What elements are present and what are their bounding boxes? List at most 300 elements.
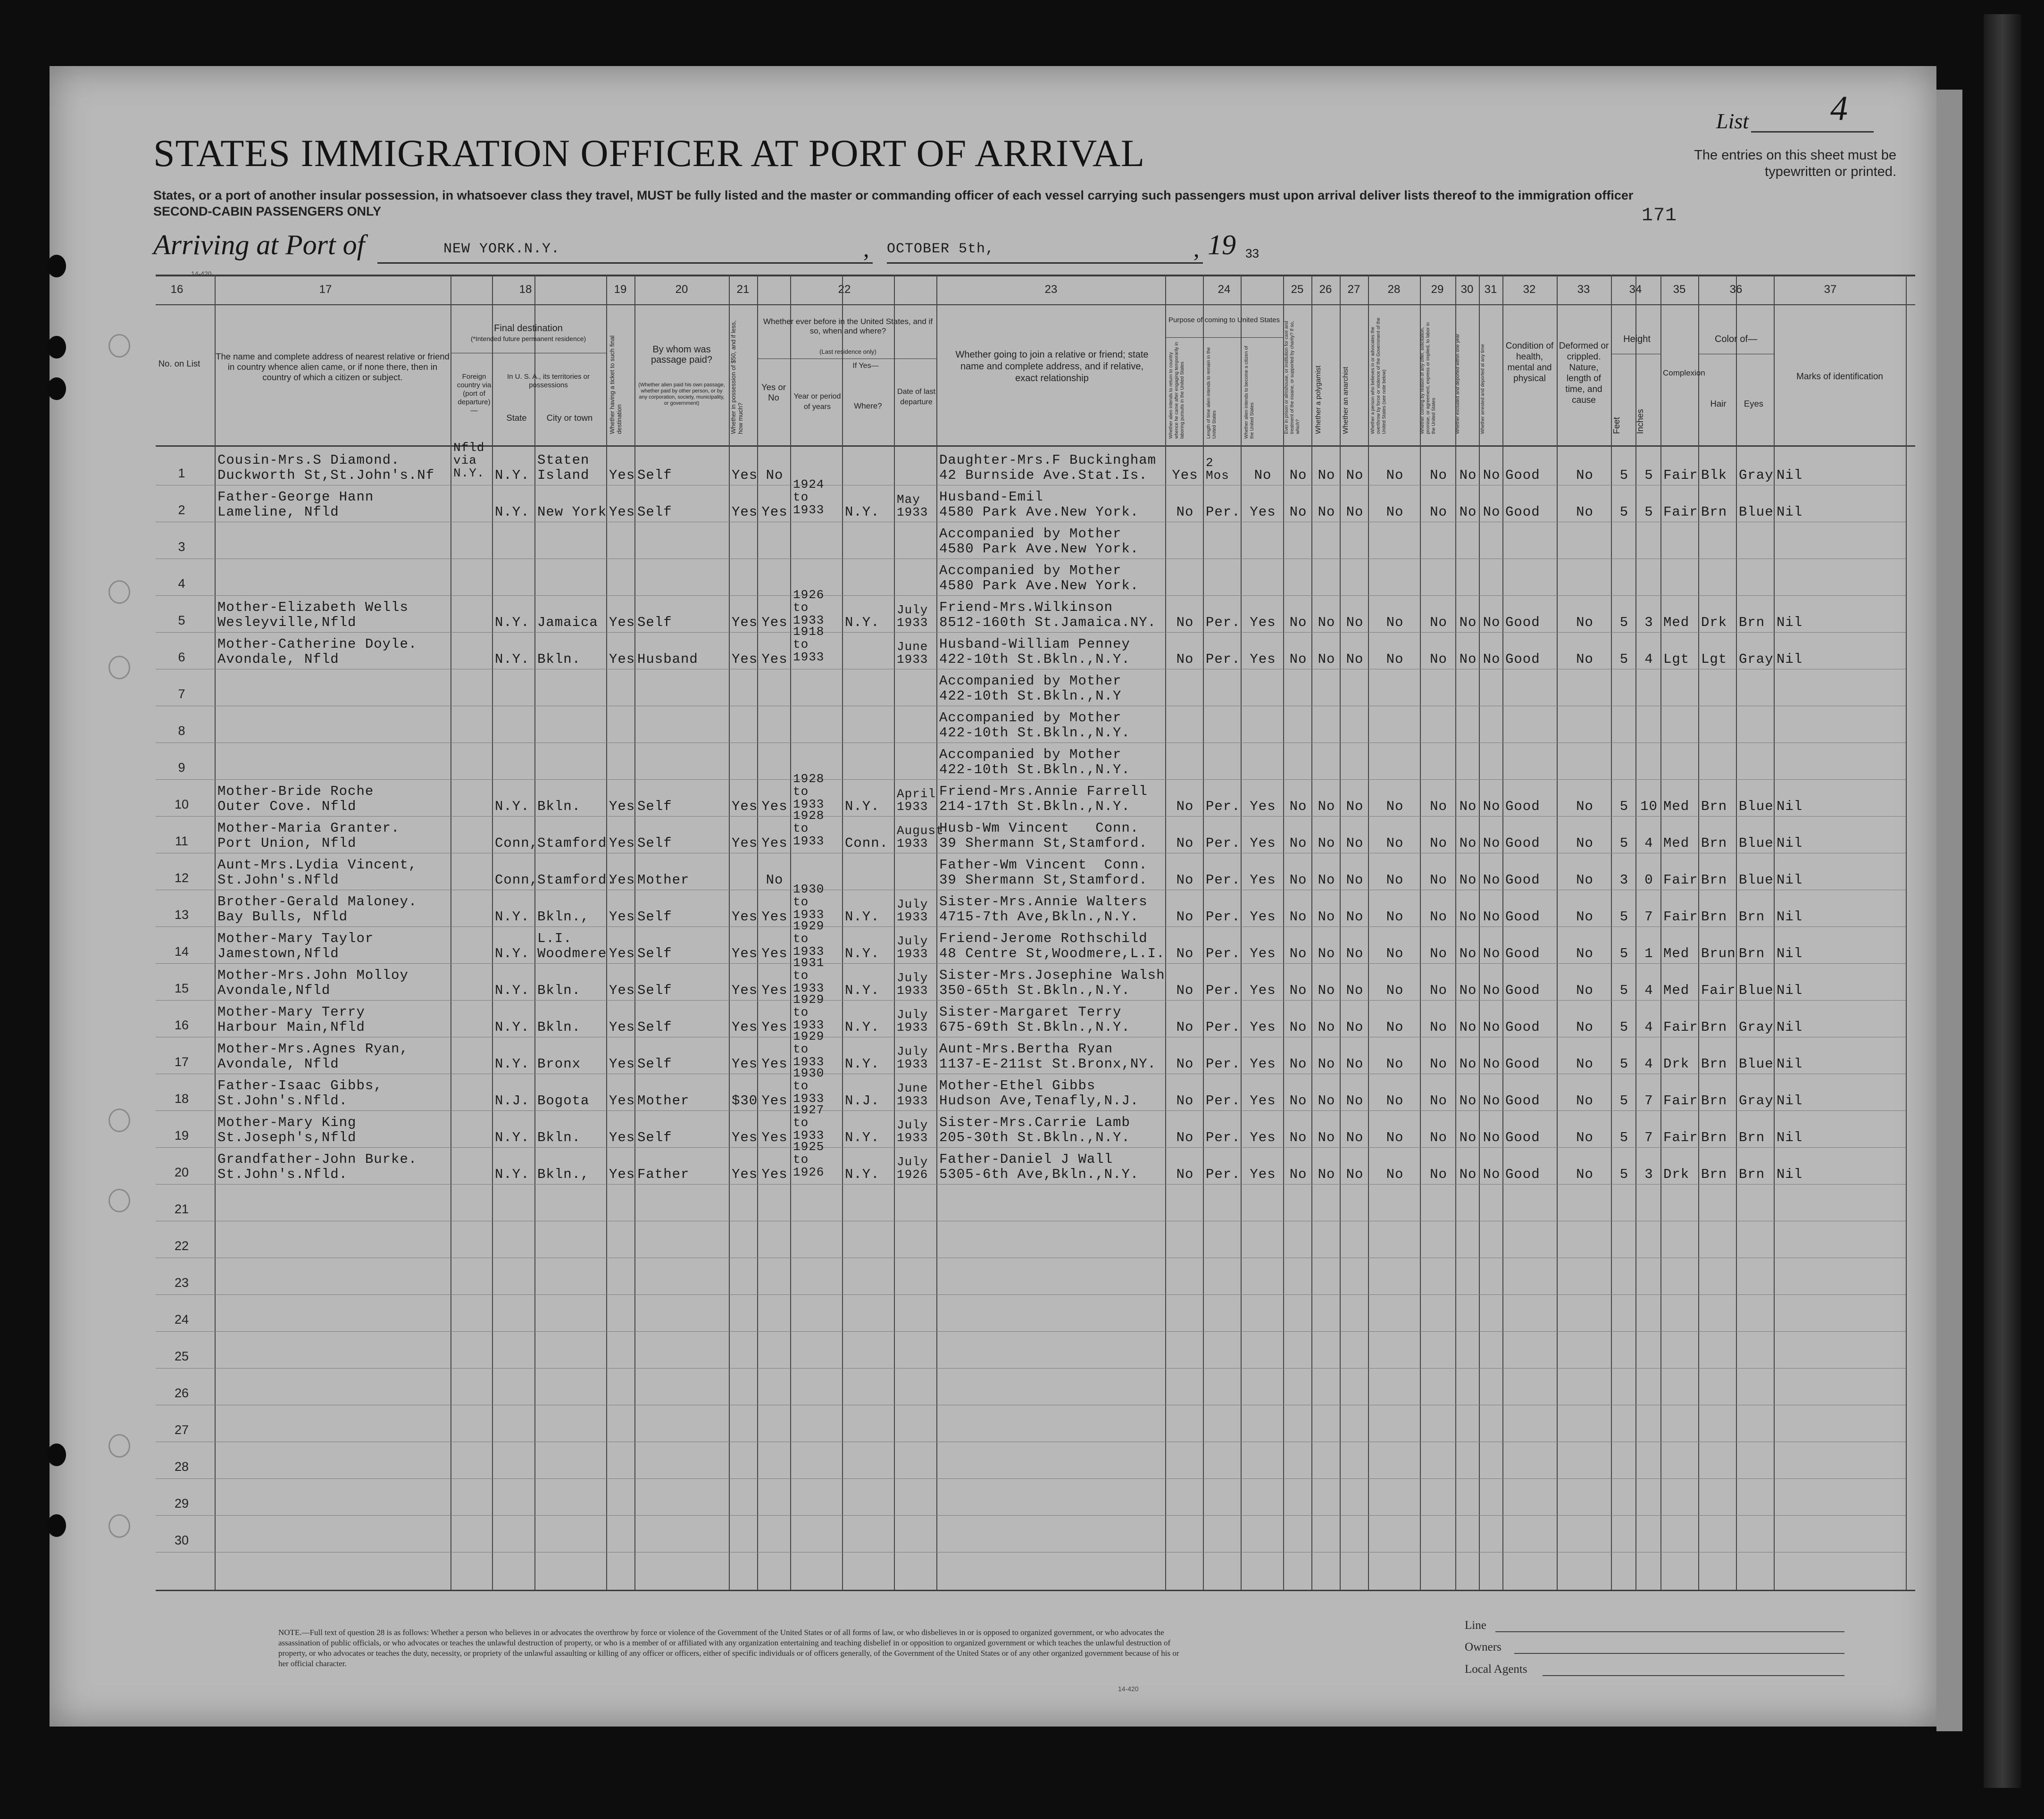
cell-paid: Self <box>637 504 672 520</box>
cell-health: Good <box>1505 1056 1540 1072</box>
cell-c28: No <box>1386 1093 1404 1109</box>
cell-relative: Father-George Hann Lameline, Nfld <box>217 489 374 520</box>
cell-complexion: Med <box>1663 835 1690 851</box>
hdr-ticket: Whether having a ticket to such final destination <box>609 335 623 434</box>
binder-hole <box>47 377 66 400</box>
cell-complexion: Fair <box>1663 1130 1698 1145</box>
cell-c25: No <box>1289 799 1307 814</box>
cell-p1: No <box>1176 835 1194 851</box>
row-rule <box>156 1515 1906 1516</box>
cell-marks: Nil <box>1777 1056 1803 1072</box>
cell-c25: No <box>1289 615 1307 630</box>
cell-joining: Accompanied by Mother 422-10th St.Bkln.,N.Y. <box>939 747 1130 777</box>
cell-c27: No <box>1346 983 1364 998</box>
column-number: 22 <box>838 283 851 296</box>
footer-form-code: 14-420 <box>1118 1685 1139 1693</box>
cell-where: N.J. <box>845 1093 880 1109</box>
cell-health: Good <box>1505 1019 1540 1035</box>
cell-c25: No <box>1289 1019 1307 1035</box>
cell-paid: Self <box>637 467 672 483</box>
cell-c31: No <box>1483 651 1501 667</box>
cell-c25: No <box>1289 983 1307 998</box>
cell-money: Yes <box>732 1056 758 1072</box>
cell-state: N.Y. <box>495 1167 530 1182</box>
hdr-inches: Inches <box>1635 409 1645 434</box>
cell-c30: No <box>1459 1130 1477 1145</box>
cell-departure: June 1933 <box>897 1081 928 1108</box>
column-number: 30 <box>1460 283 1474 296</box>
cell-c27: No <box>1346 1056 1364 1072</box>
table-row <box>0 919 2044 963</box>
cell-state: N.Y. <box>495 615 530 630</box>
cell-departure: July 1926 <box>897 1155 928 1182</box>
cell-c31: No <box>1483 1130 1501 1145</box>
cell-paid: Mother <box>637 872 690 888</box>
cell-c26: No <box>1318 946 1335 961</box>
hdr-where: Where? <box>854 401 882 410</box>
cell-joining: Friend-Mrs.Wilkinson 8512-160th St.Jamaica.NY. <box>939 600 1157 630</box>
cell-p2: Per. <box>1206 1093 1241 1109</box>
cell-complexion: Med <box>1663 983 1690 998</box>
row-number: 26 <box>174 1386 189 1400</box>
cell-inches: 5 <box>1644 504 1653 520</box>
cell-feet: 5 <box>1619 1019 1629 1035</box>
cell-inches: 4 <box>1644 983 1653 998</box>
arrival-port: NEW YORK.N.Y. <box>443 241 560 257</box>
cell-p2: Per. <box>1206 946 1241 961</box>
owners-signature-line[interactable] <box>1514 1653 1844 1654</box>
cell-c31: No <box>1483 1056 1501 1072</box>
cell-before: Yes <box>761 1019 788 1035</box>
agents-label: Local Agents <box>1465 1663 1527 1676</box>
cell-c31: No <box>1483 799 1501 814</box>
row-rule <box>156 1478 1906 1479</box>
hdr-year-period: Year or period of years <box>793 392 841 411</box>
cell-hair: Fair <box>1701 983 1736 998</box>
binder-ring <box>108 1434 130 1458</box>
cell-joining: Husband-Emil 4580 Park Ave.New York. <box>939 489 1139 520</box>
cell-c26: No <box>1318 1056 1335 1072</box>
column-number: 18 <box>519 283 532 296</box>
cell-deformed: No <box>1576 1056 1593 1072</box>
cell-city: Stamford <box>537 835 607 851</box>
column-number: 24 <box>1218 283 1231 296</box>
cell-joining: Father-Wm Vincent Conn. 39 Shermann St,Stamford. <box>939 857 1148 888</box>
cell-c30: No <box>1459 909 1477 925</box>
hdr-in-usa: In U. S. A., its territories or possessions <box>507 373 590 389</box>
cell-p3: Yes <box>1250 1167 1276 1182</box>
cell-city: Bkln., <box>537 1167 590 1182</box>
cell-p3: Yes <box>1250 835 1276 851</box>
cell-p1: No <box>1176 651 1194 667</box>
cell-money: $30 <box>732 1093 758 1109</box>
cell-c27: No <box>1346 615 1364 630</box>
cell-c27: No <box>1346 504 1364 520</box>
column-number: 29 <box>1431 283 1444 296</box>
cell-p2: Per. <box>1206 872 1241 888</box>
column-number: 17 <box>319 283 332 296</box>
cell-state: N.Y. <box>495 504 530 520</box>
cell-p2: Per. <box>1206 651 1241 667</box>
cell-ticket: Yes <box>609 1019 635 1035</box>
cell-hair: Brn <box>1701 504 1727 520</box>
cell-c28: No <box>1386 946 1404 961</box>
cell-complexion: Fair <box>1663 504 1698 520</box>
cell-health: Good <box>1505 1130 1540 1145</box>
cell-feet: 5 <box>1619 983 1629 998</box>
cell-before: Yes <box>761 1093 788 1109</box>
cell-hair: Lgt <box>1701 651 1727 667</box>
cell-p1: No <box>1176 1019 1194 1035</box>
arriving-label: Arriving at Port of <box>153 229 365 260</box>
cell-ticket: Yes <box>609 799 635 814</box>
cell-state: Conn, <box>495 835 539 851</box>
cell-paid: Self <box>637 909 672 925</box>
cell-c31: No <box>1483 467 1501 483</box>
cell-c29: No <box>1430 1167 1447 1182</box>
cell-relative: Mother-Mrs.John Molloy Avondale,Nfld <box>217 968 409 998</box>
cell-c30: No <box>1459 651 1477 667</box>
cell-where: N.Y. <box>845 799 880 814</box>
table-row <box>0 1103 2044 1147</box>
cell-years: 1927 to 1933 <box>793 1103 825 1143</box>
cell-departure: July 1933 <box>897 934 928 961</box>
cell-state: N.Y. <box>495 1019 530 1035</box>
cell-years: 1925 to 1926 <box>793 1140 825 1179</box>
cell-departure: June 1933 <box>897 640 928 667</box>
cell-num: 1 <box>178 466 185 480</box>
table-bottom-border <box>156 1590 1915 1591</box>
comma: , <box>863 235 869 262</box>
cell-health: Good <box>1505 467 1540 483</box>
cell-deformed: No <box>1576 1130 1593 1145</box>
cell-deformed: No <box>1576 872 1593 888</box>
cell-c26: No <box>1318 1019 1335 1035</box>
cell-eyes: Gray <box>1739 651 1774 667</box>
cell-health: Good <box>1505 615 1540 630</box>
table-row <box>0 853 2044 890</box>
cell-marks: Nil <box>1777 1019 1803 1035</box>
cell-departure: July 1933 <box>897 603 928 630</box>
cell-marks: Nil <box>1777 909 1803 925</box>
agents-signature-line[interactable] <box>1543 1675 1844 1676</box>
cell-city: Bronx <box>537 1056 581 1072</box>
cell-p1: No <box>1176 615 1194 630</box>
cell-ticket: Yes <box>609 1167 635 1182</box>
cell-health: Good <box>1505 835 1540 851</box>
cell-money: Yes <box>732 909 758 925</box>
cell-paid: Self <box>637 799 672 814</box>
cell-inches: 5 <box>1644 467 1653 483</box>
cell-p2: Per. <box>1206 615 1241 630</box>
cell-p3: No <box>1254 467 1272 483</box>
cell-feet: 3 <box>1619 872 1629 888</box>
hdr-previously-note: (Last residence only) <box>819 348 876 355</box>
cell-c27: No <box>1346 799 1364 814</box>
hdr-final-destination <box>455 323 601 344</box>
cell-feet: 5 <box>1619 504 1629 520</box>
cell-joining: Accompanied by Mother 4580 Park Ave.New York. <box>939 563 1139 593</box>
cell-num: 11 <box>175 834 189 848</box>
cell-c30: No <box>1459 946 1477 961</box>
cell-paid: Father <box>637 1167 690 1182</box>
cell-c25: No <box>1289 651 1307 667</box>
cell-p2: Per. <box>1206 983 1241 998</box>
cell-where: N.Y. <box>845 1130 880 1145</box>
cell-inches: 4 <box>1644 651 1653 667</box>
cell-complexion: Drk <box>1663 1056 1690 1072</box>
cell-foreign: Nfld via N.Y. <box>453 441 485 480</box>
cell-num: 20 <box>174 1165 189 1179</box>
cell-p3: Yes <box>1250 504 1276 520</box>
cell-num: 16 <box>174 1018 189 1032</box>
cell-c30: No <box>1459 1019 1477 1035</box>
line-label: Line <box>1465 1619 1486 1632</box>
comma: , <box>1193 235 1200 262</box>
cell-city: Bkln. <box>537 799 581 814</box>
binder-hole <box>47 1444 66 1466</box>
cell-c31: No <box>1483 1019 1501 1035</box>
year-prefix: 19 <box>1208 229 1236 260</box>
cell-feet: 5 <box>1619 1056 1629 1072</box>
cell-complexion: Drk <box>1663 1167 1690 1182</box>
hdr-city: City or town <box>546 413 593 423</box>
cell-c28: No <box>1386 1019 1404 1035</box>
cell-marks: Nil <box>1777 1167 1803 1182</box>
cell-p2: Per. <box>1206 835 1241 851</box>
cell-c28: No <box>1386 1167 1404 1182</box>
cell-p3: Yes <box>1250 799 1276 814</box>
cell-eyes: Blue <box>1739 983 1774 998</box>
cell-where: N.Y. <box>845 615 880 630</box>
cell-before: Yes <box>761 983 788 998</box>
cell-c26: No <box>1318 1167 1335 1182</box>
cell-relative: Mother-Elizabeth Wells Wesleyville,Nfld <box>217 600 409 630</box>
subheader-rule <box>1165 337 1283 338</box>
binder-hole <box>47 1514 66 1537</box>
cell-joining: Mother-Ethel Gibbs Hudson Ave,Tenafly,N.J. <box>939 1078 1139 1109</box>
hdr-joining: Whether going to join a relative or friend; state name and complete address, and if relative, exact relationship <box>955 350 1149 384</box>
table-row <box>0 1140 2044 1184</box>
binder-hole <box>47 336 66 359</box>
cell-city: Stamford. <box>537 872 616 888</box>
cell-c29: No <box>1430 872 1447 888</box>
hdr-relative-abroad: The name and complete address of nearest relative or friend in country whence alien came, or if none there, then in country of which a citizen or subject. <box>216 351 450 382</box>
hdr-hair: Hair <box>1710 399 1727 409</box>
cell-paid: Self <box>637 615 672 630</box>
cell-deformed: No <box>1576 983 1593 998</box>
cell-p3: Yes <box>1250 983 1276 998</box>
column-number-border <box>156 304 1915 305</box>
column-number: 34 <box>1629 283 1642 296</box>
column-number: 35 <box>1673 283 1686 296</box>
cell-c31: No <box>1483 983 1501 998</box>
cell-num: 17 <box>174 1055 189 1069</box>
hdr-no-on-list: No. on List <box>158 359 200 368</box>
cell-p1: No <box>1176 1167 1194 1182</box>
column-number: 28 <box>1387 283 1401 296</box>
cell-ticket: Yes <box>609 1056 635 1072</box>
cell-inches: 4 <box>1644 835 1653 851</box>
cell-c28: No <box>1386 835 1404 851</box>
hdr-polygamist: Whether a polygamist <box>1314 365 1322 434</box>
cell-health: Good <box>1505 983 1540 998</box>
row-number: 27 <box>174 1423 189 1437</box>
column-number: 33 <box>1577 283 1590 296</box>
cell-money: Yes <box>732 615 758 630</box>
hdr-purpose-length: Length of time alien intends to remain in the United States <box>1206 347 1217 439</box>
hdr-complexion: Complexion <box>1663 368 1705 377</box>
cell-p2: Per. <box>1206 909 1241 925</box>
cell-state: N.J. <box>495 1093 530 1109</box>
table-row <box>0 522 2044 559</box>
cell-departure: July 1933 <box>897 1008 928 1035</box>
cell-hair: Brn <box>1701 872 1727 888</box>
cell-c26: No <box>1318 872 1335 888</box>
hdr-state: State <box>506 413 527 423</box>
cell-c31: No <box>1483 909 1501 925</box>
cell-c27: No <box>1346 835 1364 851</box>
table-row <box>0 993 2044 1037</box>
header-instructions <box>153 187 1663 219</box>
cell-c25: No <box>1289 467 1307 483</box>
cell-c31: No <box>1483 504 1501 520</box>
cell-p2: Per. <box>1206 1130 1241 1145</box>
cell-feet: 5 <box>1619 615 1629 630</box>
cell-departure: July 1933 <box>897 1118 928 1145</box>
cell-joining: Friend-Mrs.Annie Farrell 214-17th St.Bkln.,N.Y. <box>939 784 1148 814</box>
cell-p2: Per. <box>1206 504 1241 520</box>
cell-joining: Husb-Wm Vincent Conn. 39 Shermann St,Stamford. <box>939 820 1148 851</box>
cell-c29: No <box>1430 651 1447 667</box>
cell-joining: Aunt-Mrs.Bertha Ryan 1137-E-211st St.Bronx,NY. <box>939 1041 1157 1072</box>
cell-p3: Yes <box>1250 1130 1276 1145</box>
cell-money: Yes <box>732 651 758 667</box>
cell-years: 1918 to 1933 <box>793 625 825 664</box>
hdr-passage-paid: By whom was passage paid? <box>651 344 713 365</box>
cell-c28: No <box>1386 799 1404 814</box>
footer-note: NOTE.—Full text of question 28 is as follows: Whether a person who believes in or advocates the overthrow by force or violence of the Government of the United States or of all forms of law, or who disbelieves in or is opposed to organized government, or who advocates the assassination of public officials, or who advocates or teaches the unlawful destruction of property, or who is a member of or affiliated with any organization entertaining and teaching disbelief in or opposition to organized government or which teaches the unlawful destruction of property, or who advocates or teaches the duty, necessity, or propriety of the unlawful assaulting or killing of any officer or officers, either of specific individuals or of officers generally, of the Government of the United States or of any other organized government because of his or her official character. <box>278 1628 1179 1668</box>
cell-c29: No <box>1430 1019 1447 1035</box>
cell-money: Yes <box>732 799 758 814</box>
row-number: 29 <box>174 1496 189 1510</box>
cell-deformed: No <box>1576 909 1593 925</box>
cell-p3: Yes <box>1250 872 1276 888</box>
hdr-passage-note: (Whether alien paid his own passage, whether paid by other person, or by any corporation, society, municipality, or government) <box>638 382 725 406</box>
cell-paid: Self <box>637 1130 672 1145</box>
cell-p3: Yes <box>1250 1056 1276 1072</box>
cell-p3: Yes <box>1250 946 1276 961</box>
cell-c26: No <box>1318 651 1335 667</box>
cell-paid: Self <box>637 983 672 998</box>
cell-years: 1928 to 1933 <box>793 809 825 848</box>
cell-ticket: Yes <box>609 872 635 888</box>
date-underline <box>887 262 1203 264</box>
cell-money: Yes <box>732 504 758 520</box>
cell-years: 1929 to 1933 <box>793 919 825 959</box>
cell-c28: No <box>1386 872 1404 888</box>
cell-feet: 5 <box>1619 946 1629 961</box>
table-row <box>0 772 2044 816</box>
cell-p1: No <box>1176 799 1194 814</box>
cell-state: Conn, <box>495 872 539 888</box>
column-number: 23 <box>1044 283 1058 296</box>
cell-c28: No <box>1386 1130 1404 1145</box>
cell-deformed: No <box>1576 946 1593 961</box>
cell-p3: Yes <box>1250 1019 1276 1035</box>
cell-joining: Sister-Margaret Terry 675-69th St.Bkln.,N.Y. <box>939 1004 1130 1035</box>
cell-c27: No <box>1346 1167 1364 1182</box>
column-number: 20 <box>675 283 688 296</box>
cell-c27: No <box>1346 651 1364 667</box>
cell-hair: Blk <box>1701 467 1727 483</box>
table-row <box>0 669 2044 706</box>
cell-health: Good <box>1505 909 1540 925</box>
cell-complexion: Fair <box>1663 909 1698 925</box>
cell-before: Yes <box>761 946 788 961</box>
cell-health: Good <box>1505 651 1540 667</box>
cell-num: 10 <box>174 797 189 811</box>
cell-c26: No <box>1318 1093 1335 1109</box>
cell-c30: No <box>1459 872 1477 888</box>
cell-departure: July 1933 <box>897 971 928 998</box>
cell-c25: No <box>1289 1093 1307 1109</box>
cell-money: Yes <box>732 1130 758 1145</box>
column-number: 25 <box>1291 283 1304 296</box>
cell-deformed: No <box>1576 467 1593 483</box>
cell-c29: No <box>1430 504 1447 520</box>
cell-money: Yes <box>732 983 758 998</box>
cell-c26: No <box>1318 504 1335 520</box>
cell-complexion: Med <box>1663 799 1690 814</box>
cell-c27: No <box>1346 467 1364 483</box>
cell-c29: No <box>1430 1130 1447 1145</box>
cell-c30: No <box>1459 467 1477 483</box>
cell-eyes: Gray <box>1739 467 1774 483</box>
cell-c28: No <box>1386 909 1404 925</box>
table-row <box>0 625 2044 669</box>
cell-years: 1930 to 1933 <box>793 882 825 922</box>
column-number: 27 <box>1347 283 1360 296</box>
cell-c31: No <box>1483 835 1501 851</box>
hdr-purpose: Purpose of coming to United States <box>1168 316 1280 324</box>
cell-where: N.Y. <box>845 983 880 998</box>
hdr-purpose-citizen: Whether alien intends to become a citizen of the United States <box>1244 346 1255 439</box>
cell-p1: No <box>1176 872 1194 888</box>
cell-ticket: Yes <box>609 1130 635 1145</box>
cell-marks: Nil <box>1777 983 1803 998</box>
cell-feet: 5 <box>1619 799 1629 814</box>
cell-where: N.Y. <box>845 1167 880 1182</box>
cell-c30: No <box>1459 799 1477 814</box>
cell-hair: Brn <box>1701 1056 1727 1072</box>
cell-ticket: Yes <box>609 835 635 851</box>
line-signature-line[interactable] <box>1495 1631 1844 1632</box>
cell-marks: Nil <box>1777 1093 1803 1109</box>
cell-city: Bogota <box>537 1093 590 1109</box>
cell-c29: No <box>1430 983 1447 998</box>
cell-eyes: Blue <box>1739 872 1774 888</box>
cell-city: Jamaica <box>537 615 598 630</box>
column-number: 31 <box>1484 283 1497 296</box>
cell-inches: 3 <box>1644 1167 1653 1182</box>
cell-inches: 7 <box>1644 1130 1653 1145</box>
cell-c30: No <box>1459 504 1477 520</box>
cell-c26: No <box>1318 1130 1335 1145</box>
cell-eyes: Brn <box>1739 615 1765 630</box>
row-number: 21 <box>174 1202 189 1216</box>
cell-p1: No <box>1176 1130 1194 1145</box>
